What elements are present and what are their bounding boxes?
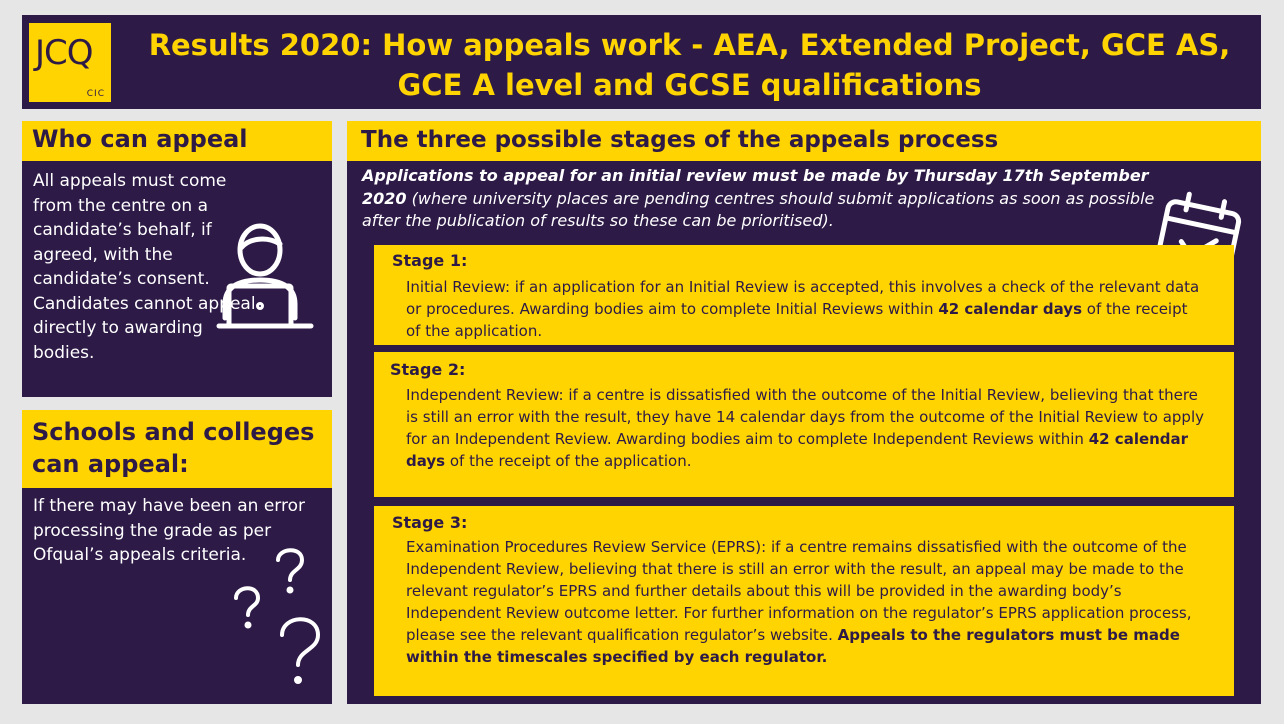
stage-1-title: Stage 1:: [392, 251, 468, 270]
stage-3-text-main: Examination Procedures Review Service (EPRS): if a centre remains dissatisfied with the outcome of the Independent Review, believing that there is still an error with the result, an appeal may be made to the relevant regulator’s EPRS and further details about this will be provided in the awarding body’s Independent Review outcome letter. For further information on the regulator’s EPRS application process, please see the relevant qualification regulator’s website.: [406, 538, 1192, 644]
stage-2-text: [406, 384, 1204, 472]
appeal-deadline-text: [362, 165, 1192, 233]
stage-3-title: Stage 3:: [392, 513, 468, 532]
person-at-laptop-icon: [215, 218, 320, 333]
stage-2-text-bold: 42 calendar days: [406, 430, 1189, 470]
stage-1-card: [374, 245, 1234, 345]
stage-2-title: Stage 2:: [390, 360, 466, 379]
stage-1-text: [406, 276, 1204, 342]
appeals-stages-heading: The three possible stages of the appeals process: [361, 127, 999, 153]
schools-colleges-text: If there may have been an error processing the grade as per Ofqual’s appeals criteria.: [33, 496, 305, 565]
appeal-deadline-note: (where university places are pending centres should submit applications as soon as possible after the publication of results so these can be prioritised).: [362, 188, 1155, 230]
question-marks-icon: [230, 540, 330, 695]
stage-1-text-main: Initial Review: if an application for an Initial Review is accepted, this involves a check of the relevant data or procedures. Awarding bodies aim to complete Initial Reviews within: [406, 278, 1200, 318]
who-can-appeal-heading-bar: [22, 121, 332, 161]
who-can-appeal-heading: Who can appeal: [32, 125, 248, 153]
who-can-appeal-text: All appeals must come from the centre on a candidate’s behalf, if agreed, with the candidate’s consent. Candidates cannot appeal directly to awarding bodies.: [33, 171, 256, 363]
stage-1-text-end: of the receipt of the application.: [406, 300, 1188, 340]
schools-colleges-heading: Schools and colleges can appeal:: [32, 418, 315, 478]
stage-3-card: [374, 506, 1234, 696]
stage-2-text-main: Independent Review: if a centre is dissatisfied with the outcome of the Initial Review, believing that there is still an error with the result, they have 14 calendar days from the outcome of the Initial Review to apply for an Independent Review. Awarding bodies aim to complete Independent Reviews within: [406, 386, 1205, 448]
stage-3-text: [406, 536, 1204, 668]
stage-3-text-bold: Appeals to the regulators must be made within the timescales specified by each regulator.: [406, 626, 1180, 666]
stage-2-card: [374, 352, 1234, 497]
appeals-stages-heading-bar: [347, 121, 1261, 161]
logo-subtext: CIC: [86, 89, 105, 99]
stage-1-text-bold: 42 calendar days: [938, 300, 1082, 318]
page-title: Results 2020: How appeals work - AEA, Extended Project, GCE AS, GCE A level and GCSE qualifications: [148, 28, 1231, 102]
appeal-deadline-bold: Applications to appeal for an initial review must be made by Thursday 17th September 2020: [362, 166, 1149, 208]
jcq-logo: [29, 23, 111, 102]
logo-text: JCQ: [35, 33, 93, 73]
schools-colleges-heading-bar: [22, 410, 332, 488]
stage-2-text-end: of the receipt of the application.: [445, 452, 692, 470]
